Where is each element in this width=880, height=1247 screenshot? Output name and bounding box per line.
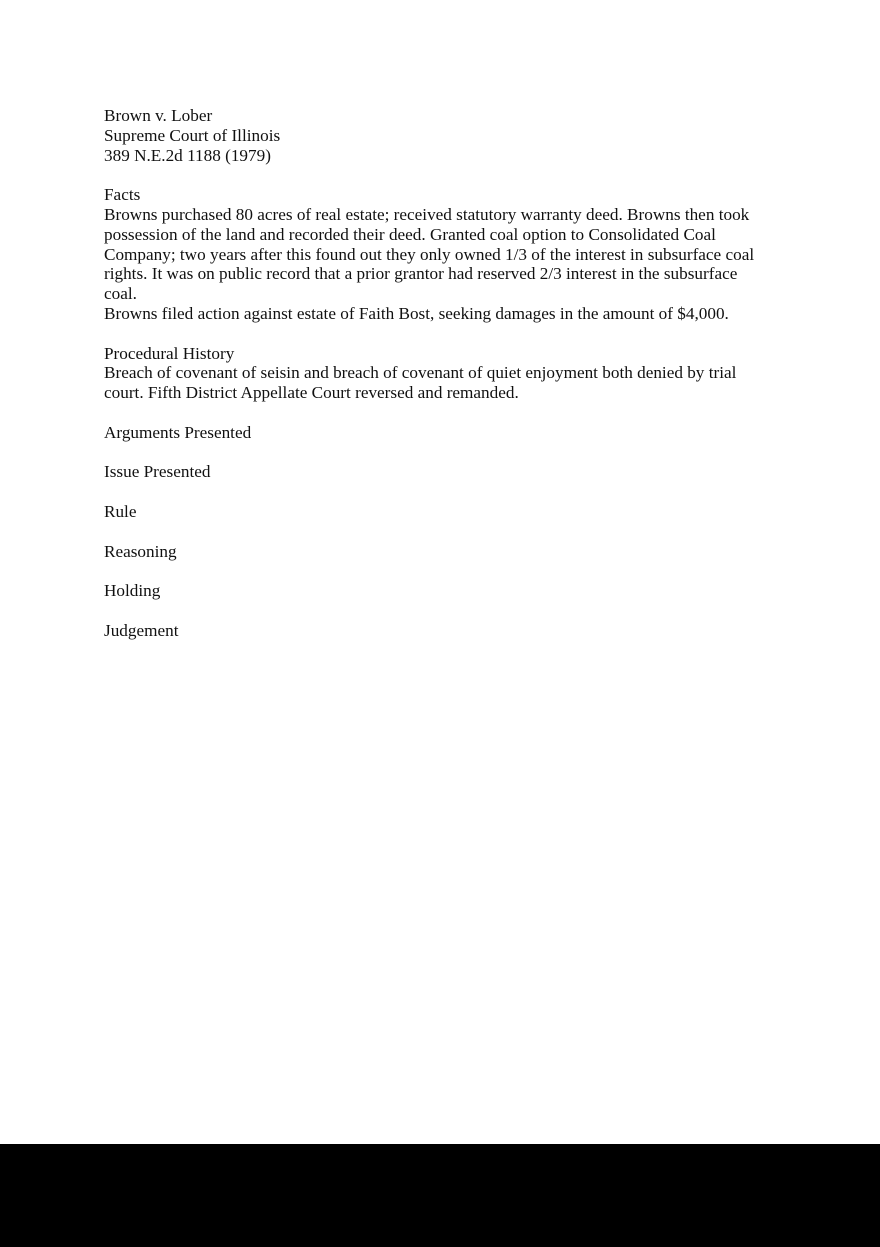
spacer — [104, 443, 764, 463]
spacer — [104, 522, 764, 542]
spacer — [104, 601, 764, 621]
section-heading-procedural-history: Procedural History — [104, 343, 235, 363]
bottom-black-bar — [0, 1144, 880, 1247]
section-heading-arguments-presented: Arguments Presented — [104, 422, 252, 442]
section-heading-holding: Holding — [104, 581, 161, 601]
facts-paragraph: Browns purchased 80 acres of real estate; received statutory warranty deed. Browns then took possession of the land and recorded their deed. Granted coal option to Consolidated Coal Company; two years after this found out they only owned 1/3 of the interest in subsurface coal rights. It was on public record that a prior grantor had reserved 2/3 interest in the subsurface coal. — [104, 204, 755, 304]
facts-paragraph: Browns filed action against estate of Faith Bost, seeking damages in the amount of $4,000. — [104, 303, 729, 323]
section-heading-reasoning: Reasoning — [104, 541, 177, 561]
section-heading-facts: Facts — [104, 185, 141, 205]
citation: 389 N.E.2d 1188 (1979) — [104, 145, 271, 165]
procedural-history-paragraph: Breach of covenant of seisin and breach of covenant of quiet enjoyment both denied by trial court. Fifth District Appellate Court reversed and remanded. — [104, 363, 737, 403]
spacer — [104, 561, 764, 581]
court-name: Supreme Court of Illinois — [104, 125, 281, 145]
section-heading-rule: Rule — [104, 501, 137, 521]
case-name: Brown v. Lober — [104, 106, 213, 125]
section-heading-judgement: Judgement — [104, 620, 179, 640]
spacer — [104, 165, 764, 185]
spacer — [104, 482, 764, 502]
spacer — [104, 403, 764, 423]
spacer — [104, 324, 764, 344]
document-body — [104, 106, 764, 641]
section-heading-issue-presented: Issue Presented — [104, 462, 211, 482]
